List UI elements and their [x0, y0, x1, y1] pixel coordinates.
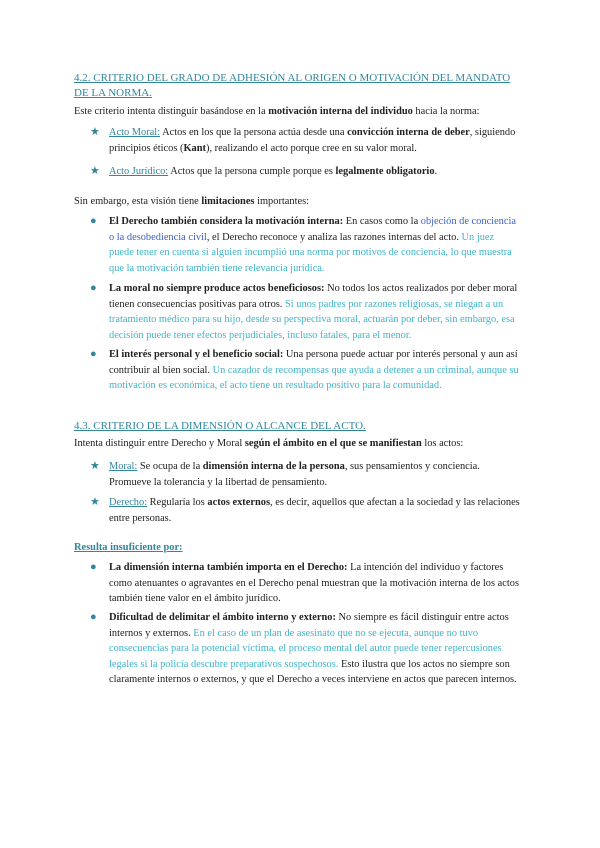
- star-icon: ★: [90, 496, 100, 508]
- paragraph-limitaciones: Sin embargo, esta visión tiene limitaciones importantes:: [74, 196, 310, 207]
- section-heading-4-3: 4.3. CRITERIO DE LA DIMENSIÓN O ALCANCE DEL ACTO.: [74, 420, 366, 432]
- bullet-icon: ●: [90, 215, 97, 227]
- star-icon: ★: [90, 126, 100, 138]
- label-acto-juridico: Acto Jurídico:: [109, 166, 169, 177]
- bullet-icon: ●: [90, 561, 97, 573]
- label-moral: Moral:: [109, 461, 138, 472]
- star-icon: ★: [90, 460, 100, 472]
- star-icon: ★: [90, 165, 100, 177]
- bullet-icon: ●: [90, 282, 97, 294]
- paragraph-intro-4-3: Intenta distinguir entre Derecho y Moral según el ámbito en el que se manifiestan los actos:: [74, 438, 464, 449]
- bullet-icon: ●: [90, 348, 97, 360]
- paragraph-intro-4-2: Este criterio intenta distinguir basándose en la motivación interna del individuo hacia la norma:: [74, 106, 480, 117]
- label-acto-moral: Acto Moral:: [109, 127, 161, 138]
- subheading-insuficiente: Resulta insuficiente por:: [74, 542, 183, 553]
- bullet-icon: ●: [90, 611, 97, 623]
- label-derecho: Derecho:: [109, 497, 148, 508]
- section-heading-4-2: 4.2. CRITERIO DEL GRADO DE ADHESIÓN AL ORIGEN O MOTIVACIÓN DEL MANDATO DE LA NORMA.: [74, 72, 511, 99]
- document-page: 4.2. CRITERIO DEL GRADO DE ADHESIÓN AL ORIGEN O MOTIVACIÓN DEL MANDATO DE LA NORMA. Este criterio intenta distinguir basándose en la motivación interna del individuo hacia la norma: ★ Acto Moral: Actos en los que la persona actúa desde una convicción interna de deber, siguiendo principios éticos (Kant), realizando el acto porque cree en su valor moral. ★ Acto Jurídico: Actos que la persona cumple porque es legalmente obligatorio. Sin embargo, esta visión tiene limitaciones importantes: ● El Derecho también considera la motivación interna: En casos como la objeción de conciencia o la desobediencia civil, el Derecho reconoce y analiza las razones internas del acto. Un juez puede tener en cuenta si alguien incumplió una norma por motivos de conciencia, lo que muestra que la motivación también tiene relevancia jurídica. ● La moral no siempre produce actos beneficiosos: No todos los actos realizados por deber moral tienen consecuencias positivas para otros. Si unos padres por razones religiosas, se niegan a un tratamiento médico para su hijo, desde su perspectiva moral, actuarán por deber, sin embargo, esa decisión puede tener efectos perjudiciales, incluso fatales, para el menor. ● El interés personal y el beneficio social: Una persona puede actuar por interés personal y aun así contribuir al bien social. Un cazador de recompensas que ayuda a detener a un criminal, aunque su motivación es económica, el acto tiene un resultado positivo para la comunidad. 4.3. CRITERIO DE LA DIMENSIÓN O ALCANCE DEL ACTO. Intenta distinguir entre Derecho y Moral según el ámbito en el que se manifiestan los actos: ★ Moral: Se ocupa de la dimensión interna de la persona, sus pensamientos y conciencia. Promueve la tolerancia y la libertad de pensamiento. ★ Derecho: Regularía los actos externos, es decir, aquellos que afectan a la sociedad y las relaciones entre personas. Resulta insuficiente por: ● La dimensión interna también importa en el Derecho: La intención del individuo y factores como atenuantes o agravantes en el Derecho penal muestran que la motivación interna de los actos también tiene valor en el ámbito jurídico. ● Dificultad de delimitar el ámbito interno y externo: No siempre es fácil distinguir entre actos internos y externos. En el caso de un plan de asesinato que no se ejecuta, aunque no tuvo consecuencias para la potencial víctima, el proceso mental del autor puede tener repercusiones legales si la policía descubre preparativos sospechosos. Esto ilustra que los actos no siempre son claramente internos o externos, y que el Derecho a veces interviene en actos que parecen internos.: [0, 0, 600, 848]
